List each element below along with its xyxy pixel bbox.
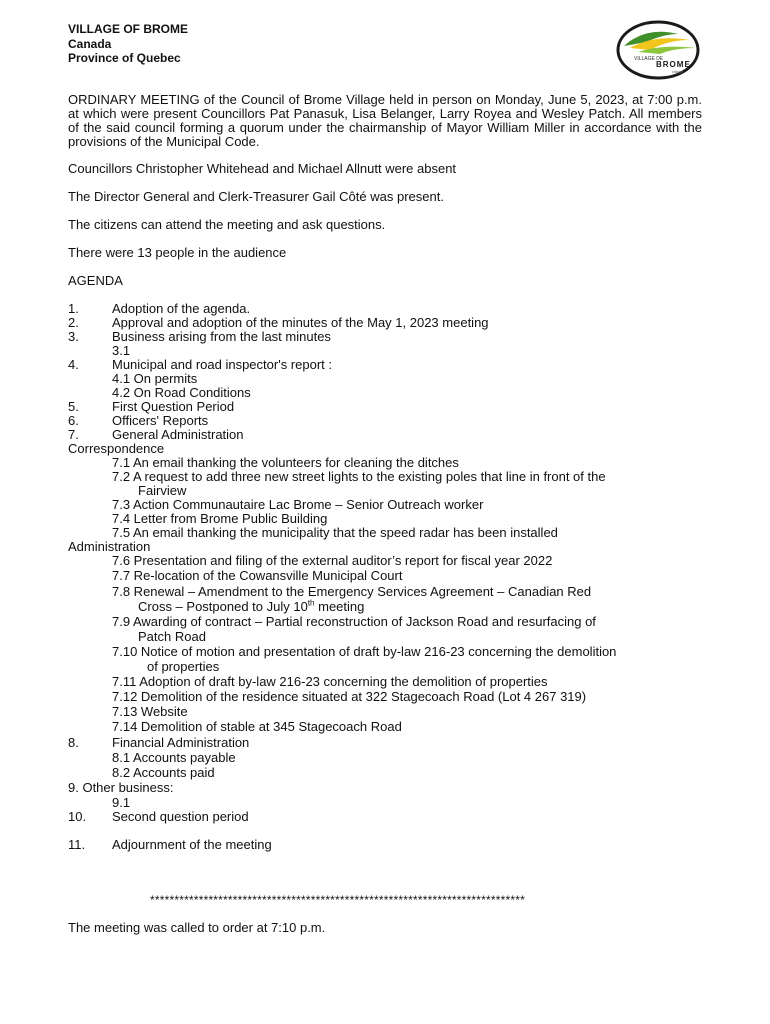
- agenda-item-3: Business arising from the last minutes: [112, 329, 331, 344]
- called-to-order-line: The meeting was called to order at 7:10 p.m.: [68, 920, 326, 935]
- director-line: The Director General and Clerk-Treasurer Gail Côté was present.: [68, 189, 444, 204]
- agenda-sub-7-2-cont: Fairview: [138, 483, 187, 498]
- agenda-sub-7-1: 7.1 An email thanking the volunteers for cleaning the ditches: [112, 455, 459, 470]
- agenda-sub-8-1: 8.1 Accounts payable: [112, 750, 236, 765]
- agenda-sub-7-8: 7.8 Renewal – Amendment to the Emergency Services Agreement – Canadian Red: [112, 584, 592, 599]
- header-country: Canada: [68, 36, 112, 51]
- correspondence-heading: Correspondence: [68, 441, 165, 456]
- agenda-sub-7-7: 7.7 Re-location of the Cowansville Municipal Court: [112, 568, 403, 583]
- agenda-num-4: 4.: [68, 357, 79, 372]
- logo-brome-text: BROME: [656, 60, 691, 69]
- agenda-sub-7-3: 7.3 Action Communautaire Lac Brome – Senior Outreach worker: [112, 497, 484, 512]
- agenda-item-4: Municipal and road inspector's report :: [112, 357, 332, 372]
- agenda-item-10: Second question period: [112, 809, 249, 824]
- agenda-item-5: First Question Period: [112, 399, 235, 414]
- municipality-header: [68, 22, 188, 66]
- intro-paragraph: ORDINARY MEETING of the Council of Brome Village held in person on Monday, June 5, 2023, at 7:00 p.m. at which were present Councillors Pat Panasuk, Lisa Belanger, Larry Royea and Wesley Patch. All members of the said council forming a quorum under the chairmanship of Mayor William Miller in accordance with the provisions of the Municipal Code.: [68, 92, 702, 149]
- agenda-sub-3-1: 3.1: [112, 343, 131, 358]
- agenda-num-5: 5.: [68, 399, 79, 414]
- header-village: VILLAGE OF BROME: [68, 22, 188, 36]
- agenda-item-8: Financial Administration: [112, 735, 250, 750]
- agenda-item-11: Adjournment of the meeting: [112, 837, 272, 852]
- agenda-item-9: 9. Other business:: [68, 780, 174, 795]
- agenda-sub-4-2: 4.2 On Road Conditions: [112, 385, 251, 400]
- agenda-sub-4-1: 4.1 On permits: [112, 371, 198, 386]
- agenda-sub-9-1: 9.1: [112, 795, 131, 810]
- audience-line: There were 13 people in the audience: [68, 245, 287, 260]
- agenda-sub-7-8-cont-end: meeting: [314, 599, 365, 614]
- agenda-item-6: Officers' Reports: [112, 413, 209, 428]
- agenda-sub-7-8-cont-text: Cross – Postponed to July 10: [138, 599, 308, 614]
- agenda-num-6: 6.: [68, 413, 79, 428]
- village-logo: [616, 20, 700, 80]
- agenda-sub-7-2: 7.2 A request to add three new street lights to the existing poles that line in front of the: [112, 469, 606, 484]
- logo-sub-text: village: [672, 69, 684, 74]
- agenda-sub-7-9-cont: Patch Road: [138, 629, 206, 644]
- agenda-sub-8-2: 8.2 Accounts paid: [112, 765, 215, 780]
- agenda-sub-7-14: 7.14 Demolition of stable at 345 Stagecoach Road: [112, 719, 402, 734]
- administration-heading: Administration: [68, 539, 151, 554]
- agenda-sub-7-12: 7.12 Demolition of the residence situated at 322 Stagecoach Road (Lot 4 267 319): [112, 689, 587, 704]
- agenda-item-2: Approval and adoption of the minutes of the May 1, 2023 meeting: [112, 315, 489, 330]
- agenda-num-11: 11.: [68, 837, 86, 852]
- agenda-sub-7-4: 7.4 Letter from Brome Public Building: [112, 511, 328, 526]
- logo-village-text: VILLAGE DE: [634, 56, 664, 62]
- agenda-sub-7-8-cont: [138, 600, 364, 614]
- agenda-sub-7-11: 7.11 Adoption of draft by-law 216-23 concerning the demolition of properties: [112, 674, 548, 689]
- agenda-sub-7-13: 7.13 Website: [112, 704, 188, 719]
- agenda-sub-7-5: 7.5 An email thanking the municipality that the speed radar has been installed: [112, 525, 558, 540]
- agenda-num-3: 3.: [68, 329, 79, 344]
- agenda-item-1: Adoption of the agenda.: [112, 301, 251, 316]
- agenda-sub-7-6: 7.6 Presentation and filing of the external auditor’s report for fiscal year 2022: [112, 553, 553, 568]
- separator-stars: *****************************************************************************: [150, 893, 525, 907]
- absent-line: Councillors Christopher Whitehead and Michael Allnutt were absent: [68, 161, 457, 176]
- agenda-num-8: 8.: [68, 735, 79, 750]
- agenda-sub-7-10-cont: of properties: [147, 659, 220, 674]
- agenda-title: AGENDA: [68, 273, 123, 288]
- header-province: Province of Quebec: [68, 51, 181, 65]
- agenda-num-2: 2.: [68, 315, 79, 330]
- agenda-sub-7-8-sup: th: [307, 598, 315, 608]
- citizens-line: The citizens can attend the meeting and ask questions.: [68, 217, 386, 232]
- agenda-num-7: 7.: [68, 427, 79, 442]
- agenda-num-10: 10.: [68, 809, 87, 824]
- agenda-item-7: General Administration: [112, 427, 244, 442]
- agenda-sub-7-10: 7.10 Notice of motion and presentation of draft by-law 216-23 concerning the demolition: [112, 644, 617, 659]
- agenda-num-1: 1.: [68, 301, 79, 316]
- agenda-sub-7-9: 7.9 Awarding of contract – Partial reconstruction of Jackson Road and resurfacing of: [112, 614, 596, 629]
